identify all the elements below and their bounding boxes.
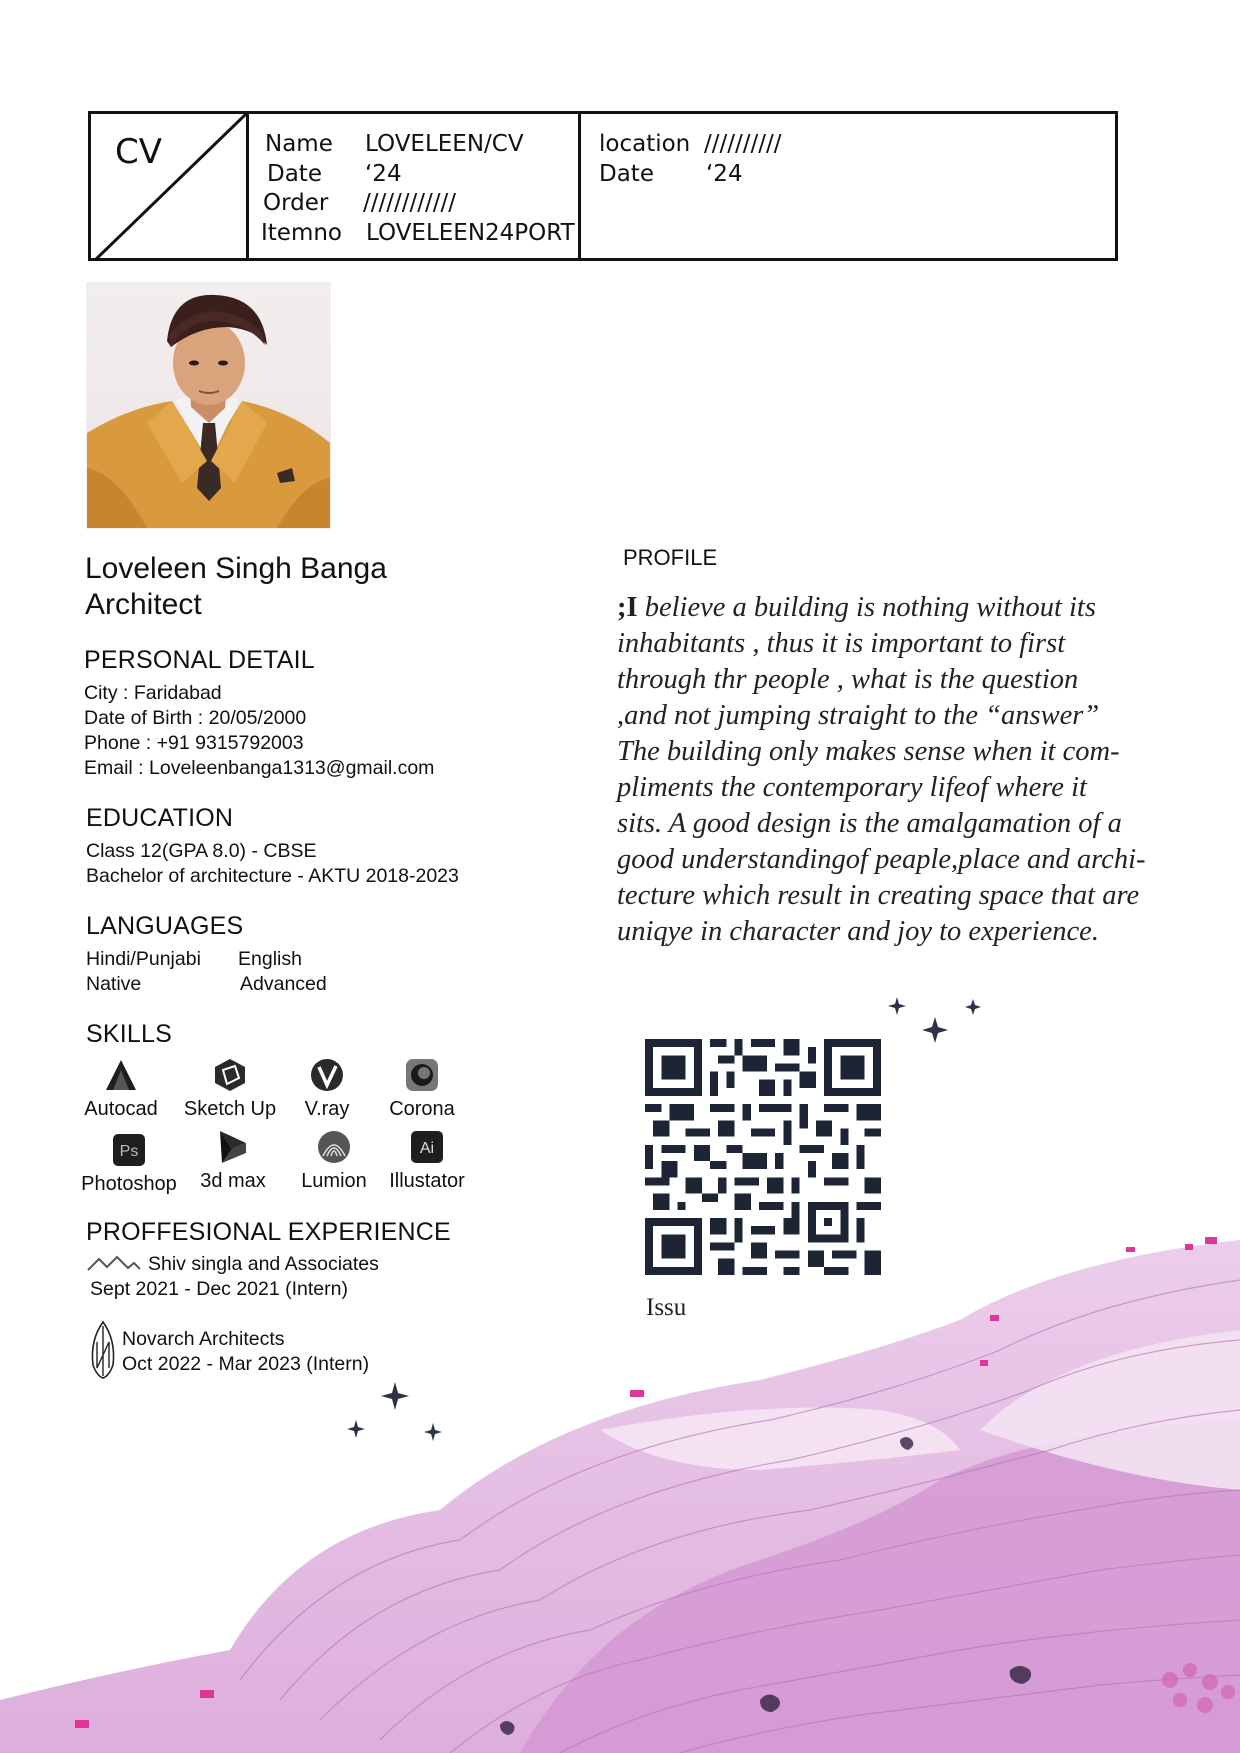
languages-heading: LANGUAGES xyxy=(86,912,244,940)
right-date-label: Date xyxy=(599,161,654,187)
skill-label: Lumion xyxy=(301,1170,367,1192)
personal-detail-list xyxy=(84,681,434,781)
cv-label: CV xyxy=(115,132,162,172)
3dsmax-icon xyxy=(216,1130,250,1164)
itemno-label: Itemno xyxy=(261,220,343,246)
phone-line: Phone : +91 9315792003 xyxy=(84,732,304,754)
profile-photo xyxy=(86,282,331,529)
skill-autocad xyxy=(66,1058,176,1121)
quote-line: good understandingof peaple,place and archi- xyxy=(617,844,1146,875)
corona-icon xyxy=(405,1058,439,1092)
language-name: English xyxy=(238,948,302,970)
qr-caption: Issu xyxy=(646,1294,687,1321)
education-line: Class 12(GPA 8.0) - CBSE xyxy=(86,840,317,862)
autocad-icon xyxy=(104,1058,138,1092)
lumion-icon xyxy=(317,1130,351,1164)
experience-company: Novarch Architects xyxy=(122,1328,285,1350)
date-label: Date xyxy=(267,161,322,187)
document-info-cell xyxy=(246,114,581,258)
itemno-value: LOVELEEN24PORT xyxy=(366,220,575,246)
experience-heading: PROFFESIONAL EXPERIENCE xyxy=(86,1218,451,1246)
language-level: Native xyxy=(86,973,142,995)
cv-title-block xyxy=(88,111,1118,261)
photoshop-glyph: Ps xyxy=(119,1143,139,1160)
quote-line: uniqye in character and joy to experience. xyxy=(617,916,1099,947)
experience-period: Sept 2021 - Dec 2021 (Intern) xyxy=(90,1278,348,1300)
photoshop-icon xyxy=(112,1133,146,1167)
language-name: Hindi/Punjabi xyxy=(86,948,201,970)
skill-label: Sketch Up xyxy=(183,1098,277,1120)
illustrator-glyph: Ai xyxy=(419,1140,435,1157)
skill-label: V.ray xyxy=(304,1098,350,1120)
skill-label: Autocad xyxy=(84,1098,158,1120)
vray-icon xyxy=(310,1058,344,1092)
skill-photoshop xyxy=(74,1133,184,1196)
email-line: Email : Loveleenbanga1313@gmail.com xyxy=(84,757,435,779)
order-label: Order xyxy=(263,190,329,216)
quote-line: inhabitants , thus it is important to first xyxy=(617,628,1066,659)
skill-corona xyxy=(367,1058,477,1121)
cv-label-cell xyxy=(91,114,249,258)
quote-line: sits. A good design is the amalgamation of a xyxy=(617,808,1122,839)
skill-label: Corona xyxy=(389,1098,455,1120)
skill-label: Illustator xyxy=(389,1170,465,1192)
skill-illustrator xyxy=(372,1130,482,1193)
language-level: Advanced xyxy=(240,973,327,995)
quote-line: tecture which result in creating space that are xyxy=(617,880,1140,911)
experience-company: Shiv singla and Associates xyxy=(148,1253,379,1275)
quote-line: ;I believe a building is nothing without its xyxy=(617,592,1096,623)
contour-map-graphic xyxy=(0,1230,1240,1753)
experience-period: Oct 2022 - Mar 2023 (Intern) xyxy=(122,1353,370,1375)
quote-line: pliments the contemporary lifeof where it xyxy=(617,772,1087,803)
illustrator-icon xyxy=(410,1130,444,1164)
sparkle-icon xyxy=(880,990,990,1060)
profile-statement xyxy=(617,590,1146,950)
location-info-cell xyxy=(581,114,1115,258)
education-line: Bachelor of architecture - AKTU 2018-2023 xyxy=(86,865,459,887)
personal-detail-heading: PERSONAL DETAIL xyxy=(84,646,315,674)
skill-sketchup xyxy=(175,1058,285,1121)
skill-label: Photoshop xyxy=(81,1173,177,1195)
skills-heading: SKILLS xyxy=(86,1020,172,1048)
location-label: location xyxy=(599,131,691,157)
location-value: ////////// xyxy=(704,131,782,157)
quote-mark: ;I xyxy=(617,592,638,623)
skill-label: 3d max xyxy=(200,1170,266,1192)
quote-line: The building only makes sense when it com- xyxy=(617,736,1120,767)
city-line: City : Faridabad xyxy=(84,682,222,704)
education-list xyxy=(86,839,459,889)
quote-line: ,and not jumping straight to the “answer” xyxy=(617,700,1100,731)
person-name: Loveleen Singh Banga xyxy=(85,552,387,585)
dob-line: Date of Birth : 20/05/2000 xyxy=(84,707,307,729)
skill-vray xyxy=(272,1058,382,1121)
skill-3dsmax xyxy=(178,1130,288,1193)
person-title: Architect xyxy=(85,588,202,621)
name-value: LOVELEEN/CV xyxy=(365,131,524,157)
right-date-value: ‘24 xyxy=(706,161,743,187)
quote-line: through thr people , what is the question xyxy=(617,664,1079,695)
date-value: ‘24 xyxy=(365,161,402,187)
name-label: Name xyxy=(265,131,333,157)
education-heading: EDUCATION xyxy=(86,804,234,832)
sketchup-icon xyxy=(213,1058,247,1092)
profile-heading: PROFILE xyxy=(623,545,718,570)
order-value: //////////// xyxy=(363,190,456,216)
